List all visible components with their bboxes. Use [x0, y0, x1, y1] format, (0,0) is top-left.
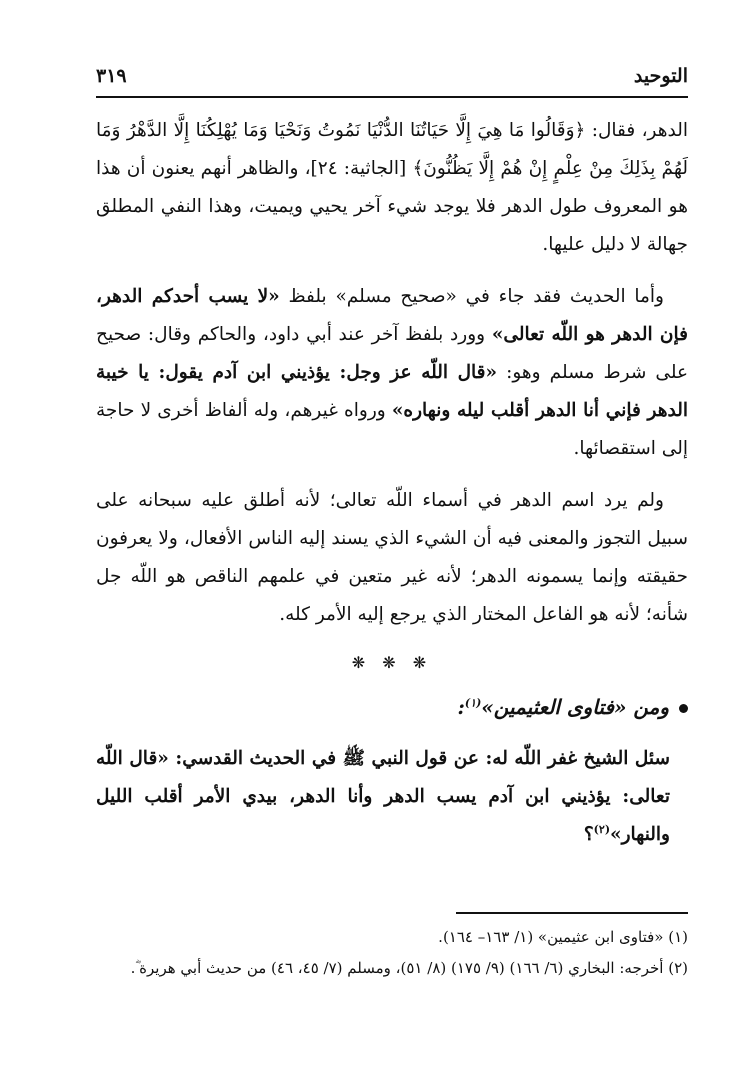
text-run: [الجاثية: ٢٤]، والظاهر أنهم يعنون أن هذا هو المعروف طول الدهر فلا يوجد شيء آخر يحيي ويميت، وهذا النفي المطلق جهالة لا دليل عليها.	[96, 158, 688, 255]
section-separator: ❋ ❋ ❋	[351, 653, 433, 672]
question-text: سئل الشيخ غفر اللّه له: عن قول النبي ﷺ في الحديث القدسي: «قال اللّه تعالى: يؤذيني ابن آدم يسب الدهر وأنا الدهر، بيدي الأمر أقلب الليل والنهار»	[96, 748, 670, 845]
header-rule	[96, 96, 688, 98]
bullet-icon	[679, 704, 688, 713]
text-run: ولم يرد اسم الدهر في أسماء اللّه تعالى؛ لأنه أطلق عليه سبحانه على سبيل التجوز والمعنى فيه أن الشيء الذي يسند إليه الناس الأفعال، ولا يعرفون حقيقته وإنما يسمونه الدهر؛ لأنه غير متعين في علمهم الناقص هو اللّه جل شأنه؛ لأنه هو الفاعل المختار الذي يرجع إليه الأمر كله.	[96, 490, 688, 625]
paragraph	[96, 278, 688, 468]
footnote-ref: (٢)	[593, 822, 611, 836]
fatwa-question	[96, 740, 670, 854]
footnote: (١) «فتاوى ابن عثيمين» (١/ ١٦٣– ١٦٤).	[438, 928, 688, 946]
paragraph	[96, 112, 688, 264]
question-suffix: ؟	[583, 824, 594, 845]
footnotes	[96, 922, 688, 984]
bold-quote: «لا يسب أحدكم الدهر، فإن الدهر هو اللّه تعالى»	[96, 286, 688, 345]
heading-suffix: :	[457, 695, 465, 719]
heading-text: ومن «فتاوى العثيمين»	[481, 695, 669, 719]
paragraphs	[96, 112, 688, 634]
text-run: الدهر، فقال:	[585, 120, 688, 141]
text-run: ﴿وَقَالُوا مَا هِيَ إِلَّا حَيَاتُنَا الدُّنْيَا نَمُوتُ وَنَحْيَا وَمَا يُهْلِكُنَا إِلَّا الدَّهْرُ وَمَا لَهُمْ بِذَلِكَ مِنْ عِلْمٍ إِنْ هُمْ إِلَّا يَظُنُّونَ﴾	[96, 120, 689, 179]
text-run: وورد بلفظ آخر عند أبي داود، والحاكم وقال: صحيح على شرط مسلم وهو:	[96, 324, 688, 383]
footnote-rule	[456, 912, 688, 914]
footnote: (٢) أخرجه: البخاري (٦/ ١٦٦) (٩/ ١٧٥) (٨/ ٥١)، ومسلم (٧/ ٤٥، ٤٦) من حديث أبي هريرة ؓ.	[130, 959, 688, 977]
main-text	[96, 112, 688, 854]
bold-quote: «قال اللّه عز وجل: يؤذيني ابن آدم يقول: يا خيبة الدهر فإني أنا الدهر أقلب ليله ونهاره»	[96, 362, 688, 421]
page-number: ٣١٩	[96, 65, 127, 87]
paragraph	[96, 482, 688, 634]
text-run: وأما الحديث فقد جاء في «صحيح مسلم» بلفظ	[279, 286, 664, 307]
text-run: ورواه غيرهم، وله ألفاظ أخرى لا حاجة إلى استقصائها.	[96, 400, 688, 459]
section-heading	[96, 688, 688, 726]
running-title: التوحيد	[633, 65, 688, 87]
running-header	[96, 58, 688, 94]
footnote-ref: (١)	[464, 696, 482, 710]
